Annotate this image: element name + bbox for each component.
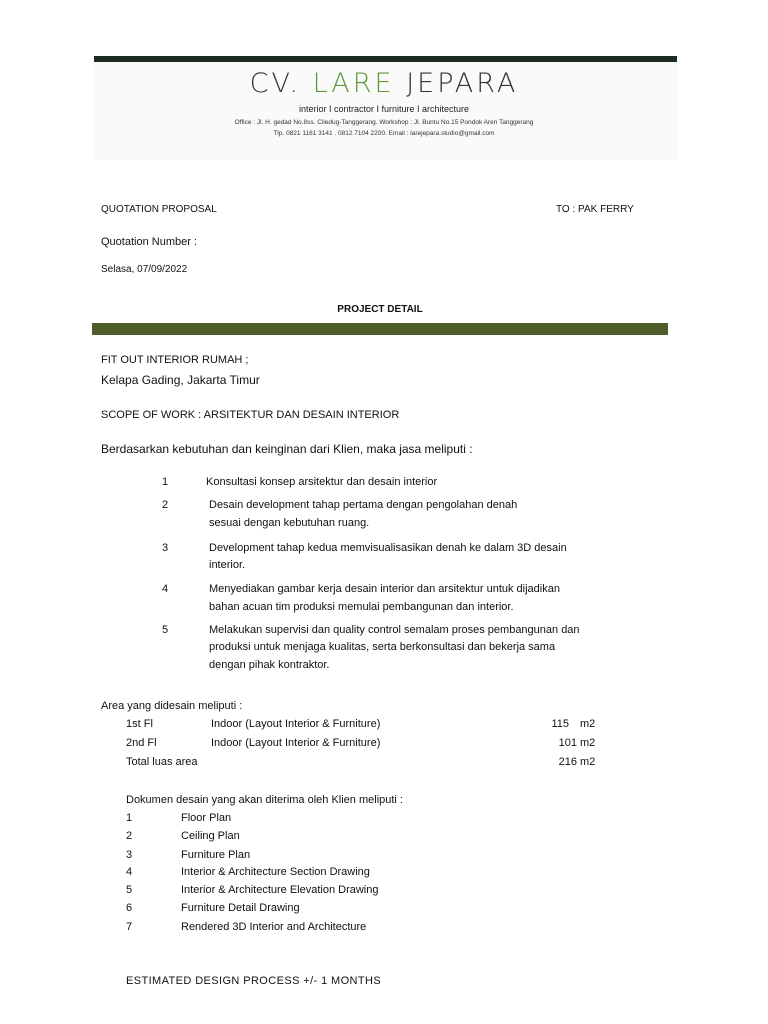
company-address: Office : Jl. H. gedad No.8ss. Ciledug-Tanggerang. Workshop : Jl. Buntu No.15 Pondok Aren Tanggerang [234, 119, 534, 126]
section-title: PROJECT DETAIL [337, 304, 423, 315]
quotation-recipient: TO : PAK FERRY [556, 204, 634, 215]
document-number: 2 [126, 830, 133, 842]
area-unit: m2 [580, 737, 596, 749]
estimated-duration: ESTIMATED DESIGN PROCESS +/- 1 MONTHS [126, 975, 382, 987]
service-text: sesuai dengan kebutuhan ruang. [209, 517, 370, 529]
area-description: Indoor (Layout Interior & Furniture) [211, 718, 381, 730]
service-text: dengan pihak kontraktor. [209, 659, 330, 671]
company-tagline: interior I contractor I furniture I architecture [298, 104, 470, 114]
service-text: produksi untuk menjaga kualitas, serta berkonsultasi dan bekerja sama [209, 641, 556, 653]
area-unit: m2 [580, 718, 596, 730]
document-number: 7 [126, 921, 133, 933]
service-text: Konsultasi konsep arsitektur dan desain interior [206, 476, 438, 488]
document-item: Rendered 3D Interior and Architecture [181, 921, 367, 933]
area-value: 115 [551, 718, 569, 730]
service-number: 1 [162, 476, 169, 488]
document-item: Interior & Architecture Section Drawing [181, 866, 370, 878]
area-intro: Area yang didesain meliputi : [101, 700, 243, 712]
project-name: FIT OUT INTERIOR RUMAH ; [101, 354, 249, 366]
project-scope: SCOPE OF WORK : ARSITEKTUR DAN DESAIN INTERIOR [101, 409, 400, 421]
service-text: Desain development tahap pertama dengan pengolahan denah [209, 499, 518, 511]
area-total-unit: m2 [580, 756, 596, 768]
service-text: Menyediakan gambar kerja desain interior dan arsitektur untuk dijadikan [209, 583, 560, 595]
service-text: bahan acuan tim produksi memulai pembangunan dan interior. [209, 601, 514, 613]
services-intro: Berdasarkan kebutuhan dan keinginan dari Klien, maka jasa meliputi : [101, 442, 473, 456]
documents-intro: Dokumen desain yang akan diterima oleh Klien meliputi : [126, 794, 403, 806]
area-floor: 1st Fl [126, 718, 153, 730]
document-item: Ceiling Plan [181, 830, 240, 842]
area-total-label: Total luas area [126, 756, 198, 768]
company-name: CV. LARE JEPARA [249, 68, 519, 99]
document-number: 6 [126, 902, 133, 914]
area-total-value: 216 [558, 756, 577, 768]
project-location: Kelapa Gading, Jakarta Timur [101, 373, 260, 387]
service-text: Melakukan supervisi dan quality control semalam proses pembangunan dan [209, 624, 580, 636]
service-text: interior. [209, 559, 246, 571]
document-item: Interior & Architecture Elevation Drawing [181, 884, 379, 896]
service-text: Development tahap kedua memvisualisasikan denah ke dalam 3D desain [209, 542, 567, 554]
service-number: 3 [162, 542, 169, 554]
quotation-number-label: Quotation Number : [101, 236, 197, 248]
document-number: 3 [126, 849, 133, 861]
document-item: Furniture Plan [181, 849, 251, 861]
section-divider [92, 323, 668, 335]
area-value: 101 [558, 737, 577, 749]
service-number: 2 [162, 499, 169, 511]
area-description: Indoor (Layout Interior & Furniture) [211, 737, 381, 749]
company-contact: Tlp. 0821 1161 3141 . 0812 7104 2200. Email : larejepara.studio@gmail.com [273, 130, 495, 137]
service-number: 5 [162, 624, 169, 636]
document-number: 4 [126, 866, 133, 878]
quotation-title: QUOTATION PROPOSAL [101, 204, 217, 215]
document-item: Floor Plan [181, 812, 232, 824]
quotation-date: Selasa, 07/09/2022 [101, 264, 188, 275]
document-item: Furniture Detail Drawing [181, 902, 300, 914]
document-number: 5 [126, 884, 133, 896]
area-floor: 2nd Fl [126, 737, 157, 749]
document-number: 1 [126, 812, 133, 824]
service-number: 4 [162, 583, 169, 595]
